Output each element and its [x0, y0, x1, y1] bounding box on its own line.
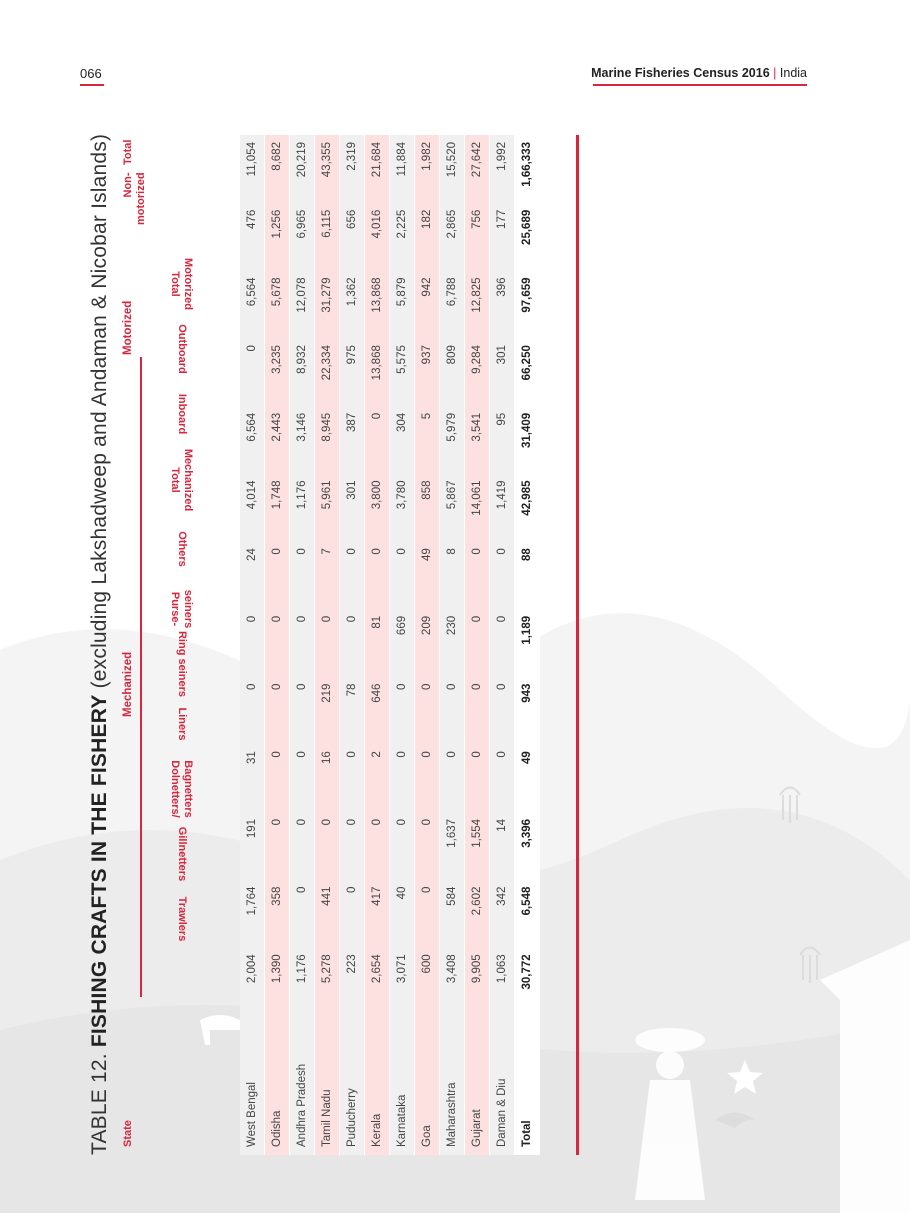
value-cell: 0 — [265, 609, 290, 677]
state-cell: Daman & Diu — [490, 1015, 515, 1155]
value-cell: 942 — [415, 270, 440, 338]
value-cell: 8,932 — [290, 338, 315, 406]
value-cell: 6,788 — [440, 270, 465, 338]
value-cell: 5,867 — [440, 474, 465, 542]
value-cell: 6,564 — [240, 406, 265, 474]
value-cell: 1,764 — [240, 880, 265, 948]
total-value-cell: 3,396 — [515, 812, 540, 880]
header-separator: | — [773, 66, 777, 80]
value-cell: 1,176 — [290, 474, 315, 542]
table-row — [340, 135, 365, 1155]
value-cell: 0 — [265, 677, 290, 745]
value-cell: 0 — [240, 677, 265, 745]
total-value-cell: 1,66,333 — [515, 135, 540, 203]
value-cell: 417 — [365, 880, 390, 948]
value-cell: 27,642 — [465, 135, 490, 203]
table-row — [365, 135, 390, 1155]
publication-title: Marine Fisheries Census 2016 — [591, 66, 770, 80]
value-cell: 1,063 — [490, 947, 515, 1015]
state-cell: Tamil Nadu — [315, 1015, 340, 1155]
value-cell: 5,879 — [390, 270, 415, 338]
col-ring-seiners: Ring seiners — [176, 630, 188, 698]
value-cell: 0 — [290, 609, 315, 677]
value-cell: 0 — [440, 744, 465, 812]
value-cell: 3,235 — [265, 338, 290, 406]
state-cell: Goa — [415, 1015, 440, 1155]
value-cell: 21,684 — [365, 135, 390, 203]
value-cell: 5,979 — [440, 406, 465, 474]
value-cell: 656 — [340, 203, 365, 271]
value-cell: 43,355 — [315, 135, 340, 203]
value-cell: 0 — [390, 677, 415, 745]
value-cell: 476 — [240, 203, 265, 271]
value-cell: 0 — [465, 677, 490, 745]
value-cell: 191 — [240, 812, 265, 880]
value-cell: 2,319 — [340, 135, 365, 203]
table-title-note: (excluding Lakshadweep and Andaman & Nicobar Islands) — [88, 133, 111, 689]
value-cell: 8 — [440, 541, 465, 609]
value-cell: 809 — [440, 338, 465, 406]
total-value-cell: 66,250 — [515, 338, 540, 406]
value-cell: 756 — [465, 203, 490, 271]
state-column-header: State — [122, 1120, 134, 1147]
col-total-motorized: Motorized Total — [169, 258, 194, 310]
value-cell: 1,390 — [265, 947, 290, 1015]
value-cell: 9,905 — [465, 947, 490, 1015]
value-cell: 31,279 — [315, 270, 340, 338]
value-cell: 3,408 — [440, 947, 465, 1015]
total-value-cell: 88 — [515, 541, 540, 609]
value-cell: 584 — [440, 880, 465, 948]
value-cell: 209 — [415, 609, 440, 677]
value-cell: 8,945 — [315, 406, 340, 474]
state-cell: West Bengal — [240, 1015, 265, 1155]
value-cell: 177 — [490, 203, 515, 271]
value-cell: 3,541 — [465, 406, 490, 474]
total-value-cell: 30,772 — [515, 947, 540, 1015]
value-cell: 0 — [290, 677, 315, 745]
table-body — [240, 135, 540, 1155]
value-cell: 0 — [315, 609, 340, 677]
value-cell: 0 — [490, 744, 515, 812]
value-cell: 5,961 — [315, 474, 340, 542]
value-cell: 95 — [490, 406, 515, 474]
state-cell: Andhra Pradesh — [290, 1015, 315, 1155]
table-row — [465, 135, 490, 1155]
total-row — [515, 135, 540, 1155]
value-cell: 858 — [415, 474, 440, 542]
value-cell: 669 — [390, 609, 415, 677]
value-cell: 1,748 — [265, 474, 290, 542]
col-inboard: Inboard — [176, 393, 188, 435]
value-cell: 7 — [315, 541, 340, 609]
total-value-cell: 49 — [515, 744, 540, 812]
value-cell: 0 — [265, 744, 290, 812]
value-cell: 0 — [340, 880, 365, 948]
table-row — [440, 135, 465, 1155]
value-cell: 0 — [340, 744, 365, 812]
value-cell: 8,682 — [265, 135, 290, 203]
page-number: 066 — [80, 66, 102, 81]
state-cell: Puducherry — [340, 1015, 365, 1155]
value-cell: 40 — [390, 880, 415, 948]
col-gillnetters: Gillnetters — [176, 826, 188, 882]
header-underline — [593, 84, 807, 86]
value-cell: 3,800 — [365, 474, 390, 542]
col-total: Total — [122, 139, 134, 165]
value-cell: 0 — [490, 677, 515, 745]
value-cell: 1,982 — [415, 135, 440, 203]
value-cell: 1,362 — [340, 270, 365, 338]
value-cell: 387 — [340, 406, 365, 474]
value-cell: 14 — [490, 812, 515, 880]
total-value-cell: 97,659 — [515, 270, 540, 338]
mechanized-group-header: Mechanized — [122, 651, 134, 717]
table-row — [315, 135, 340, 1155]
value-cell: 1,554 — [465, 812, 490, 880]
value-cell: 5,678 — [265, 270, 290, 338]
value-cell: 78 — [340, 677, 365, 745]
value-cell: 0 — [390, 812, 415, 880]
state-cell: Karnataka — [390, 1015, 415, 1155]
value-cell: 1,637 — [440, 812, 465, 880]
table-row — [290, 135, 315, 1155]
value-cell: 219 — [315, 677, 340, 745]
value-cell: 0 — [365, 812, 390, 880]
value-cell: 0 — [240, 609, 265, 677]
total-value-cell: 943 — [515, 677, 540, 745]
table-row — [265, 135, 290, 1155]
value-cell: 301 — [490, 338, 515, 406]
value-cell: 0 — [415, 880, 440, 948]
value-cell: 20,219 — [290, 135, 315, 203]
value-cell: 0 — [340, 812, 365, 880]
state-cell: Gujarat — [465, 1015, 490, 1155]
value-cell: 3,780 — [390, 474, 415, 542]
value-cell: 1,256 — [265, 203, 290, 271]
state-cell: Maharashtra — [440, 1015, 465, 1155]
value-cell: 600 — [415, 947, 440, 1015]
value-cell: 16 — [315, 744, 340, 812]
table-title — [80, 134, 120, 1155]
value-cell: 11,054 — [240, 135, 265, 203]
value-cell: 0 — [415, 677, 440, 745]
value-cell: 0 — [265, 812, 290, 880]
table-number: TABLE 12. — [88, 1053, 111, 1155]
value-cell: 441 — [315, 880, 340, 948]
value-cell: 4,014 — [240, 474, 265, 542]
value-cell: 304 — [390, 406, 415, 474]
value-cell: 0 — [465, 744, 490, 812]
value-cell: 2,443 — [265, 406, 290, 474]
value-cell: 0 — [390, 744, 415, 812]
value-cell: 12,078 — [290, 270, 315, 338]
table-row — [390, 135, 415, 1155]
value-cell: 646 — [365, 677, 390, 745]
value-cell: 5,575 — [390, 338, 415, 406]
value-cell: 2,602 — [465, 880, 490, 948]
value-cell: 13,868 — [365, 270, 390, 338]
motorized-group-header: Motorized — [122, 300, 134, 355]
value-cell: 0 — [465, 541, 490, 609]
value-cell: 2,004 — [240, 947, 265, 1015]
value-cell: 0 — [290, 880, 315, 948]
total-value-cell: 25,689 — [515, 203, 540, 271]
value-cell: 1,992 — [490, 135, 515, 203]
value-cell: 937 — [415, 338, 440, 406]
value-cell: 0 — [390, 541, 415, 609]
table-title-bold: FISHING CRAFTS IN THE FISHERY — [88, 694, 111, 1048]
value-cell: 5,278 — [315, 947, 340, 1015]
value-cell: 2,225 — [390, 203, 415, 271]
total-value-cell: 31,409 — [515, 406, 540, 474]
col-outboard: Outboard — [176, 324, 188, 374]
running-header — [591, 66, 807, 80]
value-cell: 396 — [490, 270, 515, 338]
total-value-cell: 1,189 — [515, 609, 540, 677]
value-cell: 2 — [365, 744, 390, 812]
fishing-crafts-table — [240, 135, 540, 1155]
value-cell: 11,884 — [390, 135, 415, 203]
value-cell: 4,016 — [365, 203, 390, 271]
total-value-cell: 6,548 — [515, 880, 540, 948]
value-cell: 301 — [340, 474, 365, 542]
page-number-underline — [80, 84, 104, 86]
value-cell: 0 — [290, 541, 315, 609]
total-value-cell: 42,985 — [515, 474, 540, 542]
value-cell: 0 — [465, 609, 490, 677]
value-cell: 13,868 — [365, 338, 390, 406]
total-label: Total — [515, 1015, 540, 1155]
value-cell: 223 — [340, 947, 365, 1015]
value-cell: 81 — [365, 609, 390, 677]
value-cell: 0 — [340, 541, 365, 609]
value-cell: 15,520 — [440, 135, 465, 203]
col-dolnetters-bagnetters: Bagnetters Dolnetters/ — [169, 760, 194, 818]
value-cell: 0 — [340, 609, 365, 677]
col-purse-seiners: seiners Purse- — [169, 589, 194, 629]
value-cell: 6,564 — [240, 270, 265, 338]
value-cell: 0 — [415, 812, 440, 880]
col-non-motorized: Non- motorized — [122, 172, 147, 225]
value-cell: 2,654 — [365, 947, 390, 1015]
value-cell: 0 — [265, 541, 290, 609]
value-cell: 0 — [415, 744, 440, 812]
value-cell: 2,865 — [440, 203, 465, 271]
table-bottom-rule — [576, 135, 579, 1155]
value-cell: 230 — [440, 609, 465, 677]
value-cell: 342 — [490, 880, 515, 948]
value-cell: 0 — [290, 812, 315, 880]
value-cell: 0 — [290, 744, 315, 812]
value-cell: 1,419 — [490, 474, 515, 542]
value-cell: 0 — [490, 541, 515, 609]
value-cell: 358 — [265, 880, 290, 948]
value-cell: 9,284 — [465, 338, 490, 406]
value-cell: 0 — [440, 677, 465, 745]
value-cell: 24 — [240, 541, 265, 609]
value-cell: 0 — [365, 541, 390, 609]
value-cell: 49 — [415, 541, 440, 609]
rotated-table-region — [80, 135, 620, 1155]
col-total-mechanized: Mechanized Total — [169, 448, 194, 512]
value-cell: 22,334 — [315, 338, 340, 406]
mechanized-motorized-rule — [140, 357, 142, 997]
header-country: India — [779, 66, 807, 80]
value-cell: 0 — [240, 338, 265, 406]
value-cell: 3,071 — [390, 947, 415, 1015]
col-trawlers: Trawlers — [176, 896, 188, 942]
table-row — [240, 135, 265, 1155]
value-cell: 0 — [315, 812, 340, 880]
value-cell: 0 — [490, 609, 515, 677]
value-cell: 12,825 — [465, 270, 490, 338]
state-cell: Odisha — [265, 1015, 290, 1155]
state-cell: Kerala — [365, 1015, 390, 1155]
value-cell: 0 — [365, 406, 390, 474]
col-liners: Liners — [176, 707, 188, 741]
table-row — [490, 135, 515, 1155]
col-others: Others — [176, 531, 188, 567]
table-row — [415, 135, 440, 1155]
value-cell: 975 — [340, 338, 365, 406]
value-cell: 6,965 — [290, 203, 315, 271]
value-cell: 5 — [415, 406, 440, 474]
value-cell: 182 — [415, 203, 440, 271]
value-cell: 1,176 — [290, 947, 315, 1015]
value-cell: 3,146 — [290, 406, 315, 474]
value-cell: 31 — [240, 744, 265, 812]
value-cell: 6,115 — [315, 203, 340, 271]
value-cell: 14,061 — [465, 474, 490, 542]
